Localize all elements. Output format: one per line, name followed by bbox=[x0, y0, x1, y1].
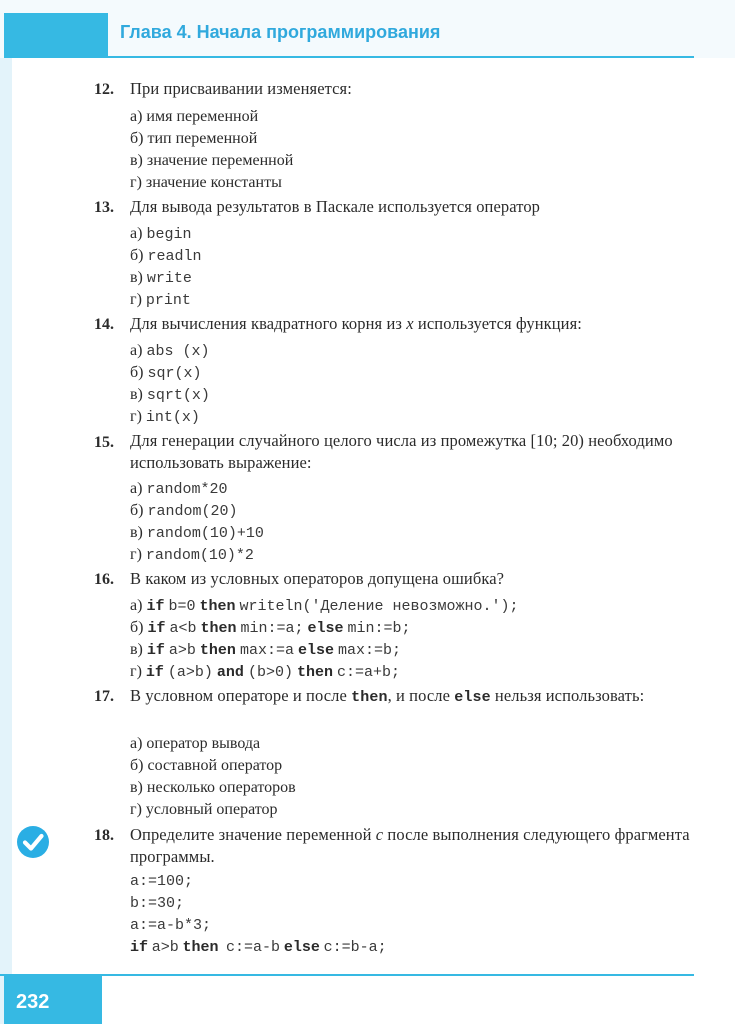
option-letter: б) bbox=[130, 364, 144, 381]
keyword-then: then bbox=[200, 620, 237, 637]
option-code: readln bbox=[147, 248, 202, 265]
option-code: int(x) bbox=[145, 409, 200, 426]
option-letter: г) bbox=[130, 291, 142, 308]
option-letter: б) bbox=[130, 247, 144, 264]
keyword-if: if bbox=[130, 939, 149, 956]
variable-name: c bbox=[375, 825, 384, 844]
answer-option: б) составной оператор bbox=[130, 757, 283, 774]
keyword-and: and bbox=[216, 664, 244, 681]
code-statement: c:=a+b; bbox=[336, 664, 400, 681]
question-text bbox=[130, 824, 698, 868]
check-circle-icon bbox=[17, 826, 49, 858]
answer-option bbox=[130, 407, 200, 427]
option-code: write bbox=[146, 270, 192, 287]
keyword-if: if bbox=[146, 642, 165, 659]
question-text-part: используется функция: bbox=[413, 314, 582, 333]
option-code: print bbox=[145, 292, 191, 309]
code-statement: max:=b; bbox=[337, 642, 401, 659]
answer-option bbox=[130, 501, 237, 521]
check-mark-svg bbox=[17, 826, 49, 858]
option-letter: г) bbox=[130, 663, 142, 680]
answer-option: б) тип переменной bbox=[130, 130, 258, 147]
question-text: При присваивании изменяется: bbox=[130, 79, 352, 98]
code-statement: min:=a; bbox=[240, 620, 304, 637]
option-code: random(10)+10 bbox=[146, 525, 264, 542]
answer-option bbox=[130, 341, 209, 361]
code-statement: c:=b-a; bbox=[323, 939, 387, 956]
option-letter: г) bbox=[130, 408, 142, 425]
variable-name: x bbox=[406, 314, 414, 333]
keyword-else: else bbox=[297, 642, 334, 659]
option-code: begin bbox=[146, 226, 192, 243]
keyword-then: then bbox=[351, 689, 388, 706]
answer-option bbox=[130, 385, 210, 405]
answer-option: в) несколько операторов bbox=[130, 779, 296, 796]
option-letter: а) bbox=[130, 342, 143, 359]
option-code: abs (x) bbox=[146, 343, 210, 360]
answer-option bbox=[130, 662, 400, 682]
code-condition: a<b bbox=[169, 620, 197, 637]
question-text-part: после выполнения следующего фрагмента программы. bbox=[130, 825, 690, 866]
keyword-if: if bbox=[147, 620, 166, 637]
answer-option bbox=[130, 640, 401, 660]
question-text: В каком из условных операторов допущена ошибка? bbox=[130, 569, 505, 588]
question-text-part: , и после bbox=[387, 686, 455, 705]
answer-option: а) оператор вывода bbox=[130, 735, 261, 752]
answer-option: г) значение константы bbox=[130, 174, 282, 191]
answer-option bbox=[130, 268, 192, 288]
code-statement: max:=a bbox=[239, 642, 294, 659]
answer-option bbox=[130, 523, 264, 543]
answer-option bbox=[130, 596, 519, 616]
question-text-part: нельзя использовать: bbox=[490, 686, 645, 705]
question-text-part: Определите значение переменной bbox=[130, 825, 376, 844]
option-letter: а) bbox=[130, 480, 143, 497]
code-line: a:=a-b*3; bbox=[130, 917, 212, 934]
code-statement: c:=a-b bbox=[226, 939, 281, 956]
option-letter: а) bbox=[130, 225, 143, 242]
question-text: Для генерации случайного целого числа из промежутка [10; 20) необходимо использовать выражение: bbox=[130, 431, 673, 472]
answer-option bbox=[130, 363, 201, 383]
keyword-then: then bbox=[296, 664, 333, 681]
code-line: b:=30; bbox=[130, 895, 185, 912]
option-letter: в) bbox=[130, 386, 143, 403]
option-letter: в) bbox=[130, 524, 143, 541]
header-accent-block bbox=[4, 13, 108, 58]
code-line: a:=100; bbox=[130, 873, 194, 890]
option-letter: б) bbox=[130, 619, 144, 636]
header-rule bbox=[108, 56, 694, 58]
option-letter: в) bbox=[130, 641, 143, 658]
answer-option bbox=[130, 290, 191, 310]
keyword-then: then bbox=[182, 939, 219, 956]
question-number: 18. bbox=[94, 827, 114, 844]
footer-rule bbox=[0, 974, 694, 976]
keyword-if: if bbox=[146, 598, 165, 615]
question-text: Для вывода результатов в Паскале используется оператор bbox=[130, 197, 541, 216]
option-letter: г) bbox=[130, 546, 142, 563]
question-number: 17. bbox=[94, 688, 114, 705]
code-condition: (a>b) bbox=[167, 664, 213, 681]
code-condition: a>b bbox=[151, 939, 179, 956]
answer-option: а) имя переменной bbox=[130, 108, 259, 125]
code-statement: min:=b; bbox=[347, 620, 411, 637]
code-line bbox=[130, 938, 387, 957]
page-number: 232 bbox=[16, 991, 50, 1013]
option-letter: а) bbox=[130, 597, 143, 614]
option-code: random*20 bbox=[146, 481, 228, 498]
option-code: sqr(x) bbox=[147, 365, 202, 382]
keyword-then: then bbox=[199, 598, 236, 615]
question-text-part: Для вычисления квадратного корня из bbox=[130, 314, 407, 333]
answer-option bbox=[130, 246, 201, 266]
code-condition: b=0 bbox=[168, 598, 196, 615]
answer-option: в) значение переменной bbox=[130, 152, 294, 169]
keyword-then: then bbox=[199, 642, 236, 659]
answer-option: г) условный оператор bbox=[130, 801, 278, 818]
question-number: 16. bbox=[94, 571, 114, 588]
keyword-else: else bbox=[283, 939, 320, 956]
option-code: random(20) bbox=[147, 503, 238, 520]
option-code: random(10)*2 bbox=[145, 547, 254, 564]
question-number: 14. bbox=[94, 316, 114, 333]
answer-option bbox=[130, 618, 411, 638]
code-statement: writeln('Деление невозможно.'); bbox=[239, 598, 519, 615]
keyword-if: if bbox=[145, 664, 164, 681]
answer-option bbox=[130, 545, 254, 565]
question-text-part: В условном операторе и после bbox=[130, 686, 352, 705]
question-number: 13. bbox=[94, 199, 114, 216]
keyword-else: else bbox=[454, 689, 491, 706]
answer-option bbox=[130, 224, 191, 244]
code-condition: (b>0) bbox=[247, 664, 293, 681]
answer-option bbox=[130, 479, 227, 499]
option-letter: в) bbox=[130, 269, 143, 286]
code-condition: a>b bbox=[168, 642, 196, 659]
chapter-title: Глава 4. Начала программирования bbox=[120, 22, 441, 42]
question-text bbox=[130, 685, 698, 709]
option-code: sqrt(x) bbox=[146, 387, 210, 404]
left-margin-strip bbox=[0, 0, 12, 1024]
keyword-else: else bbox=[307, 620, 344, 637]
question-text bbox=[130, 313, 698, 335]
option-letter: б) bbox=[130, 502, 144, 519]
question-number: 15. bbox=[94, 434, 114, 451]
question-number: 12. bbox=[94, 81, 114, 98]
